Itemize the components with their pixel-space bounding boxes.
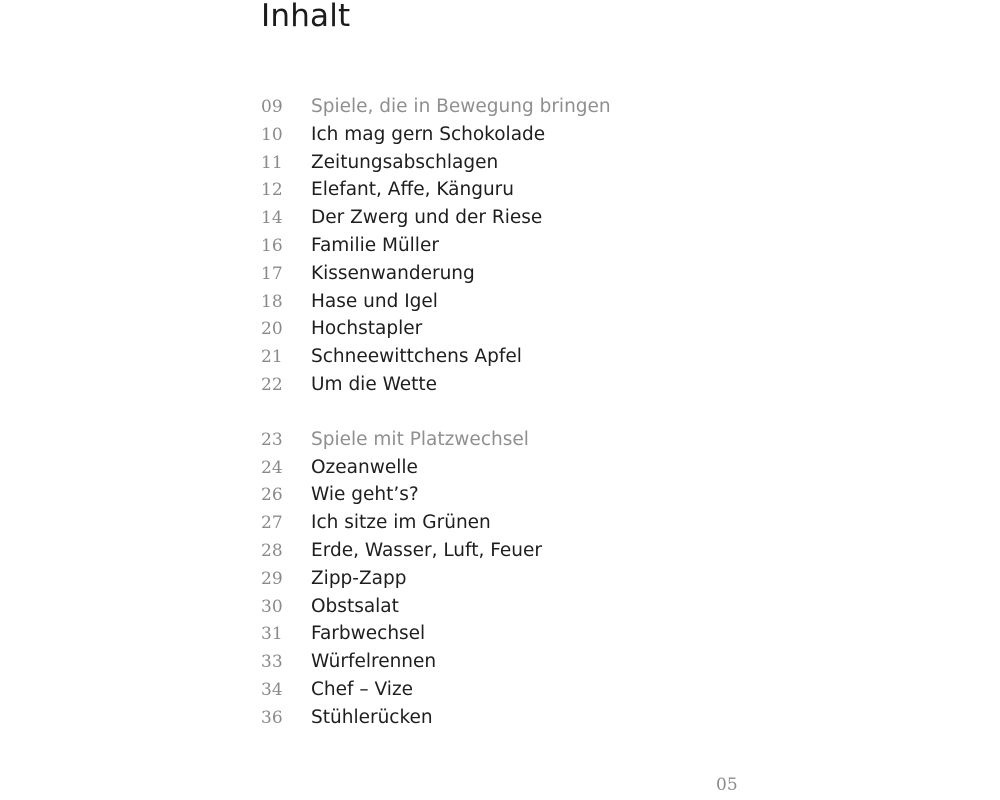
toc-page-number: 17	[261, 263, 283, 284]
toc-page-number: 21	[261, 347, 283, 368]
toc-entry	[261, 204, 611, 232]
table-of-contents	[261, 93, 611, 732]
toc-entry-label: Obstsalat	[311, 595, 399, 617]
toc-entry	[261, 593, 611, 621]
toc-page-number: 16	[261, 235, 283, 256]
toc-entry-label: Zeitungsabschlagen	[311, 151, 499, 173]
toc-entry	[261, 176, 611, 204]
toc-entry-label: Schneewittchens Apfel	[311, 346, 522, 368]
toc-page-number: 34	[261, 679, 283, 700]
toc-page-number: 20	[261, 319, 283, 340]
toc-entry-label: Ich mag gern Schokolade	[311, 123, 546, 145]
toc-entry-label: Ozeanwelle	[311, 456, 418, 478]
toc-page-number: 10	[261, 124, 283, 145]
toc-entry-label: Spiele mit Platzwechsel	[311, 428, 529, 450]
toc-entry	[261, 232, 611, 260]
toc-page-number: 27	[261, 513, 283, 534]
toc-page-number: 36	[261, 707, 283, 728]
toc-page-number: 28	[261, 540, 283, 561]
toc-entry	[261, 371, 611, 399]
toc-section	[261, 426, 611, 732]
toc-entry	[261, 288, 611, 316]
toc-entry	[261, 315, 611, 343]
toc-entry-label: Ich sitze im Grünen	[311, 512, 491, 534]
toc-page-number: 29	[261, 568, 283, 589]
toc-page-number: 23	[261, 429, 283, 450]
toc-section-heading	[261, 426, 611, 454]
toc-section-heading	[261, 93, 611, 121]
toc-entry-label: Spiele, die in Bewegung bringen	[311, 96, 611, 117]
toc-entry	[261, 704, 611, 732]
toc-page-number: 18	[261, 291, 283, 312]
toc-entry	[261, 648, 611, 676]
toc-section	[261, 93, 611, 399]
toc-page-number: 11	[261, 152, 283, 173]
toc-entry	[261, 537, 611, 565]
toc-entry	[261, 149, 611, 177]
toc-entry-label: Um die Wette	[311, 373, 438, 395]
toc-page-number: 12	[261, 180, 283, 201]
toc-entry-label: Erde, Wasser, Luft, Feuer	[311, 539, 542, 561]
toc-entry-label: Hochstapler	[311, 318, 423, 340]
toc-entry-label: Farbwechsel	[311, 623, 426, 645]
toc-entry-label: Der Zwerg und der Riese	[311, 207, 543, 229]
toc-entry-label: Stühlerücken	[311, 706, 433, 728]
toc-page-number: 26	[261, 485, 283, 506]
toc-page-number: 09	[261, 97, 283, 117]
toc-entry	[261, 509, 611, 537]
toc-page-number: 14	[261, 208, 283, 229]
toc-entry-label: Wie geht’s?	[311, 484, 419, 506]
toc-entry-label: Elefant, Affe, Känguru	[311, 179, 515, 201]
toc-page-number: 31	[261, 624, 283, 645]
toc-entry	[261, 121, 611, 149]
toc-page-number: 30	[261, 596, 283, 617]
toc-entry-label: Hase und Igel	[311, 290, 438, 312]
toc-entry	[261, 343, 611, 371]
toc-entry	[261, 454, 611, 482]
toc-entry-label: Würfelrennen	[311, 651, 437, 673]
toc-entry	[261, 481, 611, 509]
toc-entry	[261, 260, 611, 288]
toc-entry-label: Kissenwanderung	[311, 262, 475, 284]
toc-entry	[261, 676, 611, 704]
toc-entry-label: Chef – Vize	[311, 678, 414, 700]
page-number: 05	[716, 775, 738, 795]
toc-page-number: 24	[261, 457, 283, 478]
page-title: Inhalt	[261, 0, 351, 34]
toc-page-number: 22	[261, 374, 283, 395]
toc-page-number: 33	[261, 652, 283, 673]
toc-entry-label: Familie Müller	[311, 234, 439, 256]
toc-entry	[261, 565, 611, 593]
toc-entry-label: Zipp-Zapp	[311, 567, 407, 589]
toc-entry	[261, 620, 611, 648]
